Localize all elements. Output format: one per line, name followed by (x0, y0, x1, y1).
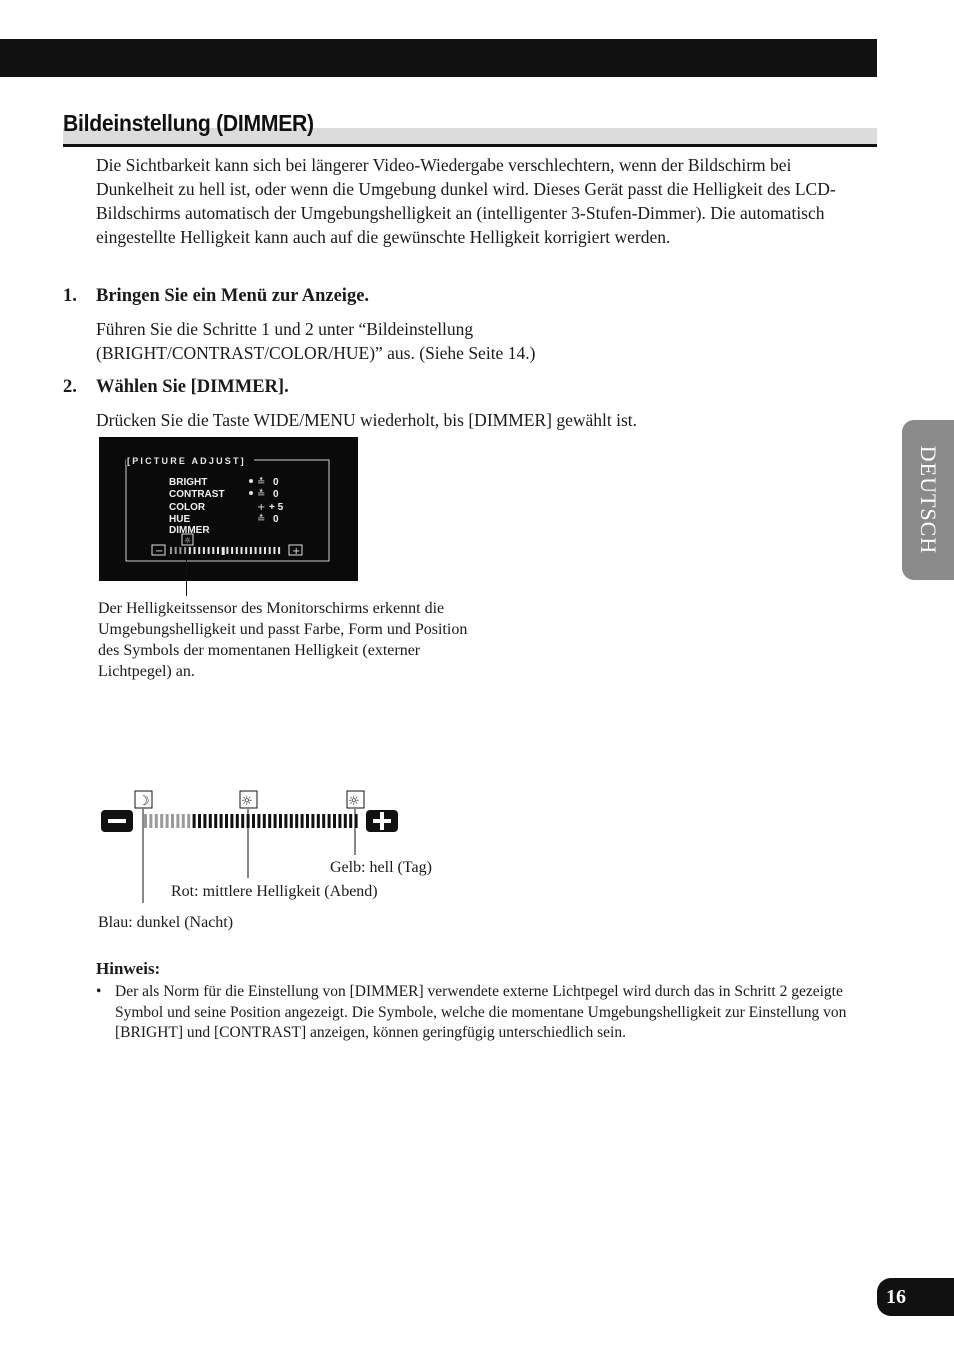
level-tick (170, 547, 172, 554)
title-rule (63, 144, 877, 147)
scale-tick (306, 814, 309, 828)
sun-glyph: ☼ (241, 794, 253, 809)
picture-adjust-screen (99, 437, 358, 581)
screen-row-value: 0 (273, 477, 279, 488)
step-2-body: Drücken Sie die Taste WIDE/MENU wiederholt, bis [DIMMER] gewählt ist. (96, 410, 638, 430)
level-tick (203, 547, 205, 554)
scale-tick (268, 814, 271, 828)
label-red: Rot: mittlere Helligkeit (Abend) (171, 883, 378, 900)
screen-header: [PICTURE ADJUST] (127, 456, 246, 466)
level-tick (212, 547, 214, 554)
screen-row-value: + 5 (269, 502, 284, 513)
minus-bar (108, 819, 126, 823)
scale-tick (203, 814, 206, 828)
level-tick (236, 547, 238, 554)
intro-paragraph: Die Sichtbarkeit kann sich bei längerer Video-Wiedergabe verschlechtern, wenn der Bildschirm bei Dunkelheit zu hell ist, oder wenn die Umgebung dunkel wird. Dieses Gerät passt die Helligkeit des LCD-Bildschirms automatisch der Umgebungshelligkeit an (intelligenter 3-Stufen-Dimmer). Die automatisch eingestellte Helligkeit kann auch auf die gewünschte Helligkeit korrigiert werden. (96, 155, 836, 247)
level-tick (241, 547, 243, 554)
sun-icon (249, 491, 253, 495)
svg-text:+: + (257, 502, 266, 513)
label-blue: Blau: dunkel (Nacht) (98, 914, 234, 931)
scale-tick (241, 814, 244, 828)
scale-tick (214, 814, 217, 828)
scale-tick (349, 814, 352, 828)
scale-tick (279, 814, 282, 828)
level-tick (245, 547, 247, 554)
level-tick (269, 547, 271, 554)
scale-tick (274, 814, 277, 828)
scale-tick (182, 814, 185, 828)
note-bullet: • (96, 983, 102, 1000)
level-tick (179, 547, 181, 554)
scale-tick (166, 814, 169, 828)
scale-tick (144, 814, 147, 828)
scale-tick (187, 814, 190, 828)
step-2-heading (63, 377, 289, 398)
scale-tick (198, 814, 201, 828)
note-text: Der als Norm für die Einstellung von [DIMMER] verwendete externe Lichtpegel wird durch das in Schritt 2 gezeigte Symbol und seine Position angezeigt. Die Symbole, welche die momentane Umgebungshelligkeit zur Einstellung von [BRIGHT] und [CONTRAST] anzeigen, können geringfügig unterschiedlich sein. (115, 983, 847, 1041)
scale-tick (322, 814, 325, 828)
sensor-caption: Der Helligkeitssensor des Monitorschirms erkennt die Umgebungshelligkeit und passt Farbe, Form und Position des Symbols der momentanen Helligkeit (externer Lichtpegel) an. (98, 600, 468, 680)
language-tab-label: DEUTSCH (916, 445, 941, 555)
scale-tick (193, 814, 196, 828)
level-tick (226, 547, 228, 554)
level-tick (208, 547, 210, 554)
plus-glyph: + (292, 546, 301, 557)
scale-tick (263, 814, 266, 828)
scale-tick (328, 814, 331, 828)
scale-tick (317, 814, 320, 828)
scale-tick (155, 814, 158, 828)
svg-text:≛: ≛ (257, 489, 266, 500)
moon-glyph: ☽ (138, 794, 150, 809)
level-tick (264, 547, 266, 554)
level-tick (255, 547, 257, 554)
scale-tick (149, 814, 152, 828)
sensor-indicator-glyph: ☼ (184, 536, 192, 545)
callout-line (186, 560, 187, 596)
screen-row-label: HUE (169, 514, 191, 525)
scale-tick (290, 814, 293, 828)
scale-tick (257, 814, 260, 828)
scale-tick (171, 814, 174, 828)
scale-tick (311, 814, 314, 828)
screen-graphic (99, 437, 358, 581)
note-heading: Hinweis: (96, 959, 161, 978)
screen-row-value: 0 (273, 489, 279, 500)
page-number: 16 (877, 1278, 954, 1316)
scale-tick (333, 814, 336, 828)
screen-level-bar (170, 547, 280, 555)
svg-text:≛: ≛ (257, 514, 266, 525)
screen-row-label: COLOR (169, 502, 206, 513)
step-1-heading (63, 286, 369, 307)
top-bar (0, 39, 877, 77)
screen-row-value: 0 (273, 514, 279, 525)
scale-tick (295, 814, 298, 828)
plus-minus-icons (257, 476, 265, 525)
level-tick (250, 547, 252, 554)
plus-bar-v (380, 812, 384, 830)
sun-glyph: ☼ (348, 794, 360, 809)
level-tick (194, 547, 196, 554)
level-tick (231, 547, 233, 554)
level-tick (189, 547, 191, 554)
scale-tick (252, 814, 255, 828)
level-tick (259, 547, 261, 554)
scale-tick (160, 814, 163, 828)
language-tab (902, 420, 954, 580)
scale-tick (176, 814, 179, 828)
scale-tick (338, 814, 341, 828)
scale-tick (344, 814, 347, 828)
screen-row-label: DIMMER (169, 525, 210, 536)
level-tick (273, 547, 275, 554)
step-2-title: Wählen Sie [DIMMER]. (96, 377, 289, 397)
scale-tick (284, 814, 287, 828)
step-1-body: Führen Sie die Schritte 1 und 2 unter “Bildeinstellung (BRIGHT/CONTRAST/COLOR/HUE)” aus. (Siehe Seite 14.) (96, 319, 536, 363)
dimmer-level-bar (144, 814, 358, 828)
level-tick (175, 547, 177, 554)
screen-row-label: CONTRAST (169, 489, 225, 500)
scale-tick (230, 814, 233, 828)
sun-icon (249, 479, 253, 483)
scale-tick (209, 814, 212, 828)
step-1-title: Bringen Sie ein Menü zur Anzeige. (96, 286, 370, 306)
svg-text:≛: ≛ (257, 477, 266, 488)
level-tick (278, 547, 280, 554)
level-tick (184, 547, 186, 554)
step-1-number: 1. (63, 286, 77, 306)
level-tick (222, 547, 225, 555)
label-yellow: Gelb: hell (Tag) (330, 859, 432, 876)
minus-glyph: − (155, 546, 164, 557)
screen-row-label: BRIGHT (169, 477, 208, 488)
scale-tick (225, 814, 228, 828)
scale-tick (301, 814, 304, 828)
page-title: Bildeinstellung (DIMMER) (63, 110, 314, 136)
level-tick (217, 547, 219, 554)
scale-tick (236, 814, 239, 828)
step-2-number: 2. (63, 377, 77, 397)
level-tick (198, 547, 200, 554)
scale-tick (220, 814, 223, 828)
